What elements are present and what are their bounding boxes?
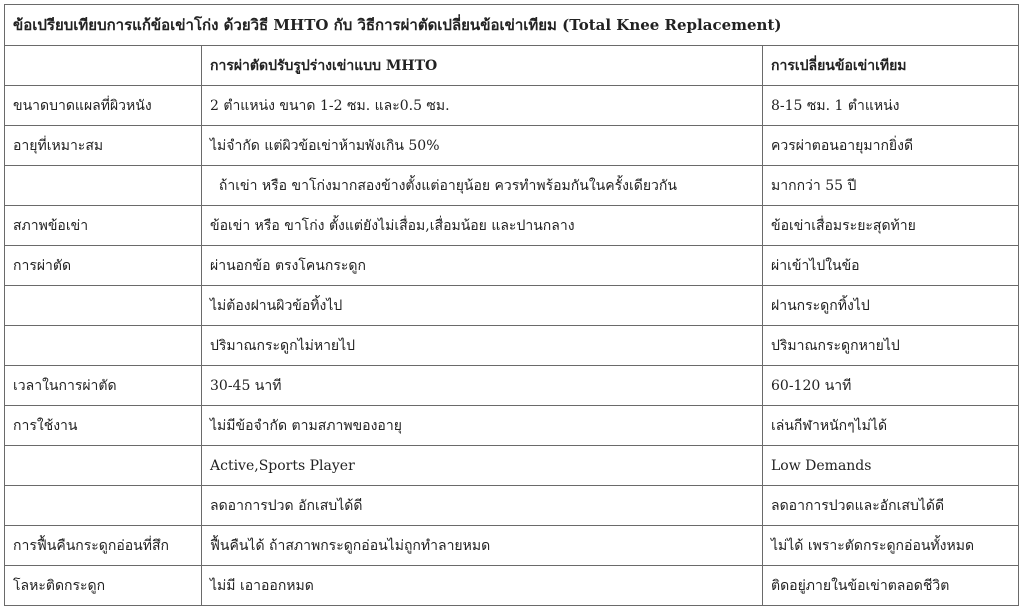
header-cell-tkr: การเปลี่ยนข้อเข่าเทียม [763, 46, 1019, 86]
table-title: ข้อเปรียบเทียบการแก้ข้อเข่าโก่ง ด้วยวิธี MHTO กับ วิธีการผ่าตัดเปลี่ยนข้อเข่าเทียม (Total Knee Replacement) [5, 5, 1019, 46]
row-tkr-cell: ปริมาณกระดูกหายไป [763, 326, 1019, 366]
row-mhto-cell: ลดอาการปวด อักเสบได้ดี [202, 486, 763, 526]
header-cell-mhto: การผ่าตัดปรับรูปร่างเข่าแบบ MHTO [202, 46, 763, 86]
row-tkr-cell: เล่นกีฬาหนักๆไม่ได้ [763, 406, 1019, 446]
row-tkr-cell: มากกว่า 55 ปี [763, 166, 1019, 206]
table-row [5, 446, 1019, 486]
row-tkr-cell: ไม่ได้ เพราะตัดกระดูกอ่อนทั้งหมด [763, 526, 1019, 566]
row-mhto-cell: 2 ตำแหน่ง ขนาด 1-2 ซม. และ0.5 ซม. [202, 86, 763, 126]
row-topic-cell [5, 286, 202, 326]
row-tkr-cell: ผ่าเข้าไปในข้อ [763, 246, 1019, 286]
table-row [5, 366, 1019, 406]
row-mhto-cell: ไม่จำกัด แต่ผิวข้อเข่าห้ามพังเกิน 50% [202, 126, 763, 166]
row-mhto-cell: 30-45 นาที [202, 366, 763, 406]
table-row [5, 566, 1019, 606]
row-tkr-cell: 60-120 นาที [763, 366, 1019, 406]
row-topic-cell: โลหะติดกระดูก [5, 566, 202, 606]
row-mhto-cell: ถ้าเข่า หรือ ขาโก่งมากสองข้างตั้งแต่อายุน้อย ควรทำพร้อมกันในครั้งเดียวกัน [202, 166, 763, 206]
row-tkr-cell: ฝานกระดูกทิ้งไป [763, 286, 1019, 326]
table-row [5, 326, 1019, 366]
table-row [5, 86, 1019, 126]
row-topic-cell [5, 446, 202, 486]
row-tkr-cell: ควรผ่าตอนอายุมากยิ่งดี [763, 126, 1019, 166]
row-mhto-cell: ไม่มีข้อจำกัด ตามสภาพของอายุ [202, 406, 763, 446]
row-tkr-cell: ติดอยู่ภายในข้อเข่าตลอดชีวิต [763, 566, 1019, 606]
row-mhto-cell: ไม่ต้องฝานผิวข้อทิ้งไป [202, 286, 763, 326]
row-topic-cell: การผ่าตัด [5, 246, 202, 286]
table-row [5, 406, 1019, 446]
table-row [5, 246, 1019, 286]
row-topic-cell: การฟื้นคืนกระดูกอ่อนที่สึก [5, 526, 202, 566]
row-topic-cell: เวลาในการผ่าตัด [5, 366, 202, 406]
row-topic-cell [5, 486, 202, 526]
table-row [5, 166, 1019, 206]
table-row [5, 206, 1019, 246]
row-topic-cell: อายุที่เหมาะสม [5, 126, 202, 166]
row-mhto-cell: ข้อเข่า หรือ ขาโก่ง ตั้งแต่ยังไม่เสื่อม,เสื่อมน้อย และปานกลาง [202, 206, 763, 246]
row-tkr-cell: Low Demands [763, 446, 1019, 486]
table-header-row [5, 46, 1019, 86]
header-cell-topic [5, 46, 202, 86]
row-mhto-cell: ผ่านอกข้อ ตรงโคนกระดูก [202, 246, 763, 286]
row-mhto-cell: Active,Sports Player [202, 446, 763, 486]
row-mhto-cell: ไม่มี เอาออกหมด [202, 566, 763, 606]
row-tkr-cell: 8-15 ซม. 1 ตำแหน่ง [763, 86, 1019, 126]
table-title-row [5, 5, 1019, 46]
row-tkr-cell: ข้อเข่าเสื่อมระยะสุดท้าย [763, 206, 1019, 246]
comparison-table-container [4, 4, 1019, 606]
row-topic-cell [5, 326, 202, 366]
row-mhto-cell: ปริมาณกระดูกไม่หายไป [202, 326, 763, 366]
table-row [5, 126, 1019, 166]
row-topic-cell: ขนาดบาดแผลที่ผิวหนัง [5, 86, 202, 126]
row-topic-cell [5, 166, 202, 206]
table-row [5, 526, 1019, 566]
table-row [5, 486, 1019, 526]
comparison-table [4, 4, 1019, 606]
row-tkr-cell: ลดอาการปวดและอักเสบได้ดี [763, 486, 1019, 526]
table-row [5, 286, 1019, 326]
row-topic-cell: การใช้งาน [5, 406, 202, 446]
row-mhto-cell: ฟื้นคืนได้ ถ้าสภาพกระดูกอ่อนไม่ถูกทำลายหมด [202, 526, 763, 566]
row-topic-cell: สภาพข้อเข่า [5, 206, 202, 246]
